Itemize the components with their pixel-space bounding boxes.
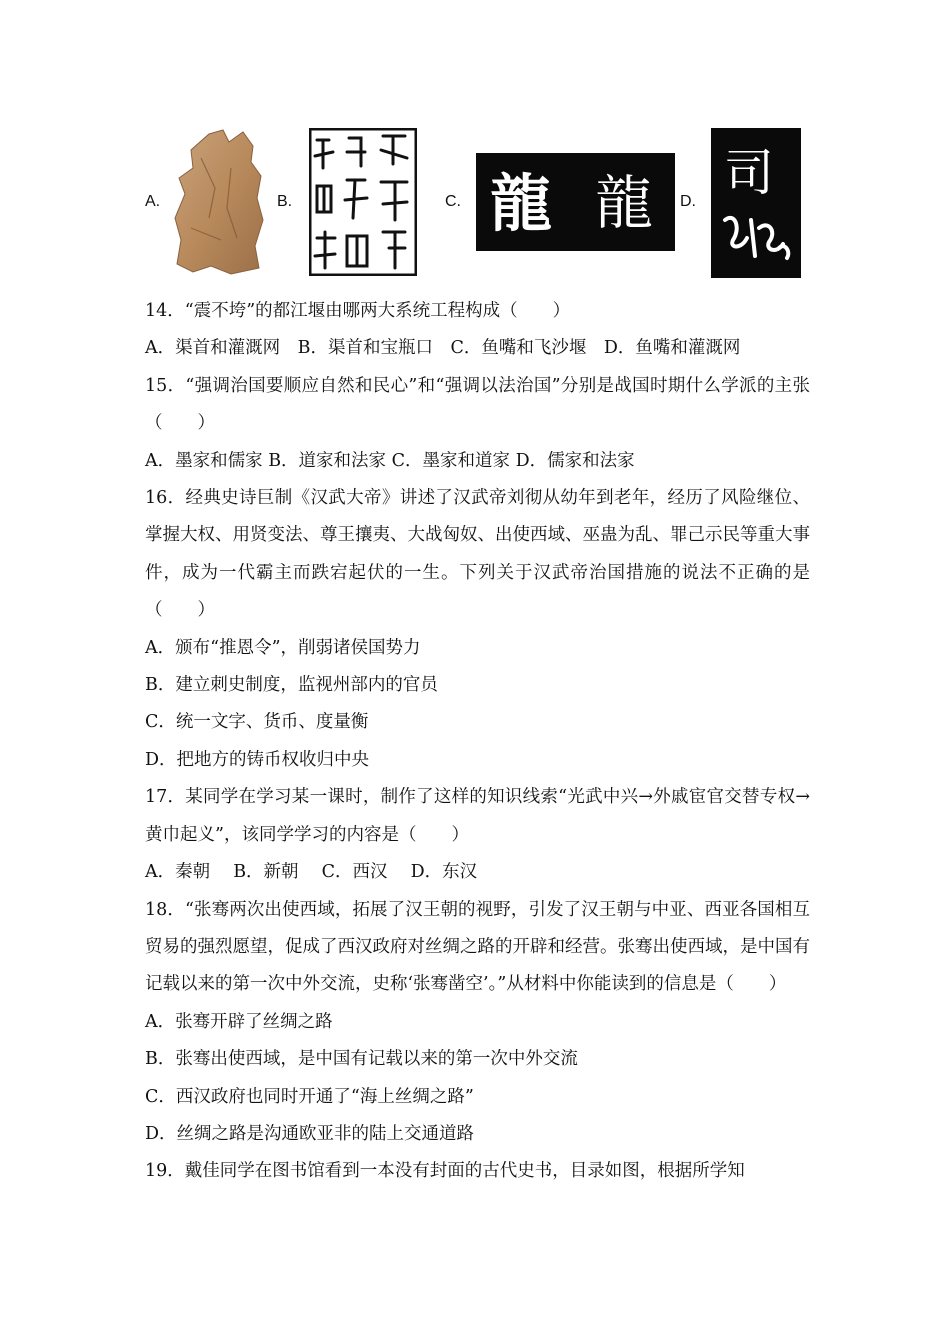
q15-options: A．墨家和儒家 B．道家和法家 C．墨家和道家 D．儒家和法家 (145, 450, 635, 471)
q16-option-a: A．颁布“推恩令”，削弱诸侯国势力 (145, 637, 421, 658)
oracle-bone-image (171, 128, 268, 278)
dragon-glyph-2: 龍 (594, 169, 654, 237)
q17-stem: 17．某同学在学习某一课时，制作了这样的知识线索“光武中兴→外戚宦官交替专权→黄巾起义”，该同学学习的内容是（ ） (145, 787, 810, 845)
q18-option-d: D．丝绸之路是沟通欧亚非的陆上交通道路 (145, 1123, 475, 1144)
question-list (145, 293, 810, 1191)
q16-stem: 16．经典史诗巨制《汉武大帝》讲述了汉武帝刘彻从幼年到老年，经历了风险继位、掌握大权、用贤变法、尊王攘夷、大战匈奴、出使西域、巫蛊为乱、罪己示民等重大事件，成为一代霸主而跌宕起伏的一生。下列关于汉武帝治国措施的说法不正确的是（ ） (145, 488, 810, 621)
q18-option-b: B．张骞出使西域，是中国有记载以来的第一次中外交流 (145, 1049, 578, 1070)
option-b-label: B. (277, 193, 293, 210)
cursive-calligraphy-image (711, 128, 801, 278)
q14-stem: 14．“震不垮”的都江堰由哪两大系统工程构成（ ） (145, 301, 571, 321)
dragon-characters-image (476, 153, 675, 251)
q16-option-d: D．把地方的铸币权收归中央 (145, 749, 370, 770)
q13-image-options (0, 125, 950, 280)
q15-stem: 15．“强调治国要顺应自然和民心”和“强调以法治国”分别是战国时期什么学派的主张（ ） (145, 375, 810, 434)
seal-script-image (309, 128, 417, 276)
q18-option-a: A．张骞开辟了丝绸之路 (145, 1011, 333, 1032)
calligraphy-glyph: 司 (724, 144, 774, 202)
option-d-label: D. (680, 193, 696, 210)
option-a-label: A. (145, 193, 161, 210)
q18-stem: 18．“张骞两次出使西域，拓展了汉王朝的视野，引发了汉王朝与中亚、西亚各国相互贸易的强烈愿望，促成了西汉政府对丝绸之路的开辟和经营。张骞出使西域，是中国有记载以来的第一次中外交流，史称‘张骞凿空’。”从材料中你能读到的信息是（ ） (145, 899, 810, 995)
q14-options: A．渠首和灌溉网 B．渠首和宝瓶口 C．鱼嘴和飞沙堰 D．鱼嘴和灌溉网 (145, 338, 741, 359)
q19-stem: 19．戴佳同学在图书馆看到一本没有封面的古代史书，目录如图，根据所学知 (145, 1161, 745, 1182)
q18-option-c: C．西汉政府也同时开通了“海上丝绸之路” (145, 1086, 474, 1107)
dragon-glyph-1: 龍 (489, 167, 553, 240)
q16-option-c: C．统一文字、货币、度量衡 (145, 712, 369, 733)
q17-options: A．秦朝 B．新朝 C．西汉 D．东汉 (145, 862, 478, 883)
option-c-label: C. (445, 193, 461, 210)
q16-option-b: B．建立刺史制度，监视州部内的官员 (145, 675, 438, 696)
